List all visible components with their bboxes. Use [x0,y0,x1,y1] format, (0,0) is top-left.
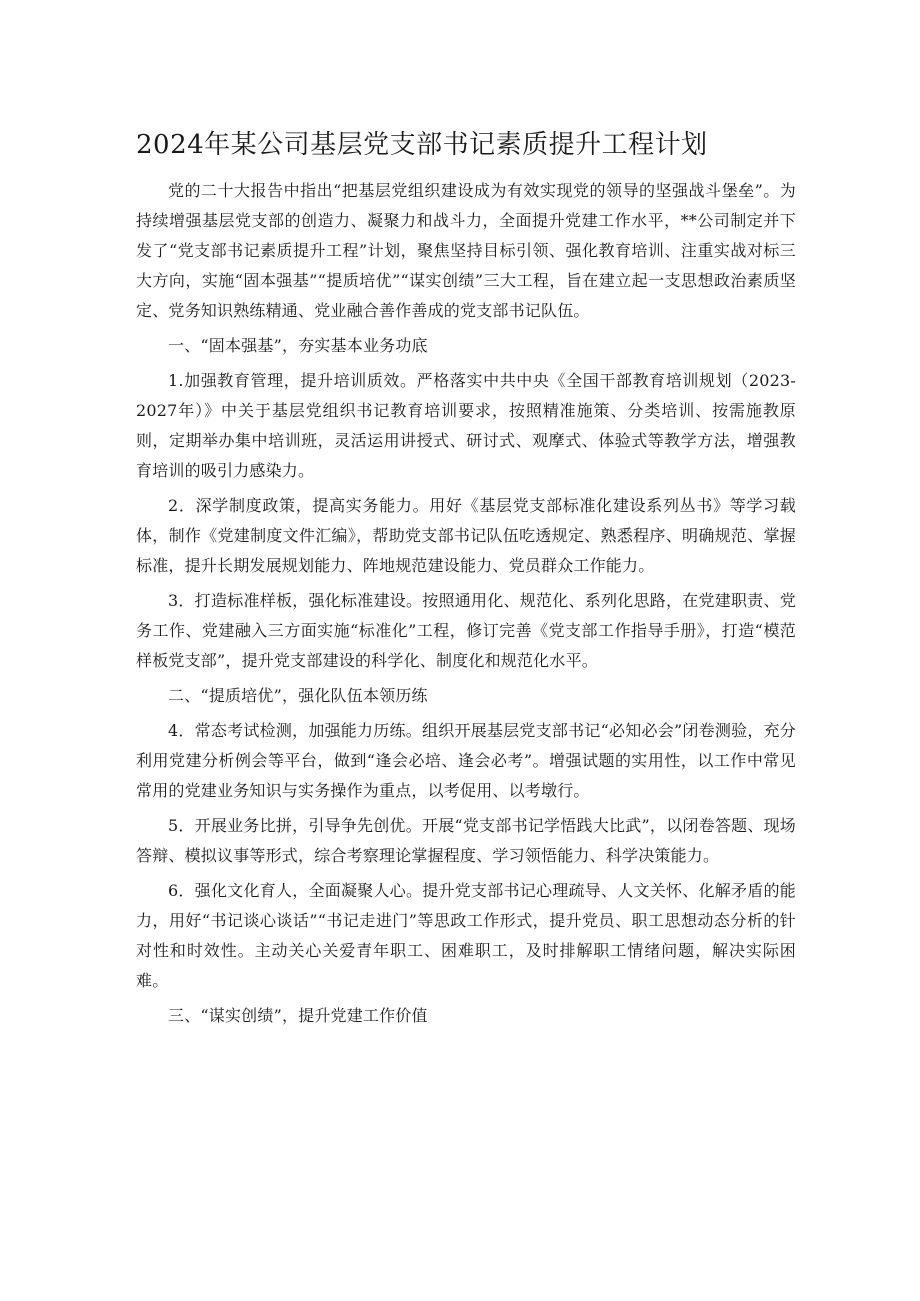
section-1-heading: 一、“固本强基”，夯实基本业务功底 [168,336,428,355]
section-3-heading: 三、“谋实创绩”，提升党建工作价值 [168,1006,428,1025]
document-title: 2024年某公司基层党支部书记素质提升工程计划 [136,130,708,160]
item-3-paragraph: 3．打造标准样板，强化标准建设。按照通用化、规范化、系列化思路，在党建职责、党务工作、党建融入三方面实施“标准化”工程，修订完善《党支部工作指导手册》，打造“模范样板党支部”，提升党支部建设的科学化、制度化和规范化水平。 [136,591,796,670]
item-1-paragraph: 1.加强教育管理，提升培训质效。严格落实中共中央《全国干部教育培训规划（2023-2027年）》中关于基层党组织书记教育培训要求，按照精准施策、分类培训、按需施教原则，定期举办集中培训班，灵活运用讲授式、研讨式、观摩式、体验式等教学方法，增强教育培训的吸引力感染力。 [136,371,796,480]
item-6-paragraph: 6．强化文化育人，全面凝聚人心。提升党支部书记心理疏导、人文关怀、化解矛盾的能力，用好“书记谈心谈话”“书记走进门”等思政工作形式，提升党员、职工思想动态分析的针对性和时效性。主动关心关爱青年职工、困难职工，及时排解职工情绪问题，解决实际困难。 [136,881,796,990]
item-2-paragraph: 2．深学制度政策，提高实务能力。用好《基层党支部标准化建设系列丛书》等学习载体，制作《党建制度文件汇编》，帮助党支部书记队伍吃透规定、熟悉程序、明确规范、掌握标准，提升长期发展规划能力、阵地规范建设能力、党员群众工作能力。 [136,496,796,575]
document-body [136,176,796,1036]
item-5-paragraph: 5．开展业务比拼，引导争先创优。开展“党支部书记学悟践大比武”，以闭卷答题、现场答辩、模拟议事等形式，综合考察理论掌握程度、学习领悟能力、科学决策能力。 [136,816,796,865]
intro-paragraph: 党的二十大报告中指出“把基层党组织建设成为有效实现党的领导的坚强战斗堡垒”。为持续增强基层党支部的创造力、凝聚力和战斗力，全面提升党建工作水平，**公司制定并下发了“党支部书记素质提升工程”计划，聚焦坚持目标引领、强化教育培训、注重实战对标三大方向，实施“固本强基”“提质培优”“谋实创绩”三大工程，旨在建立起一支思想政治素质坚定、党务知识熟练精通、党业融合善作善成的党支部书记队伍。 [136,181,796,320]
item-4-paragraph: 4．常态考试检测，加强能力历练。组织开展基层党支部书记“必知必会”闭卷测验，充分利用党建分析例会等平台，做到“逢会必培、逢会必考”。增强试题的实用性，以工作中常见常用的党建业务知识与实务操作为重点，以考促用、以考墩行。 [136,721,796,800]
section-2-heading: 二、“提质培优”，强化队伍本领历练 [168,686,428,705]
